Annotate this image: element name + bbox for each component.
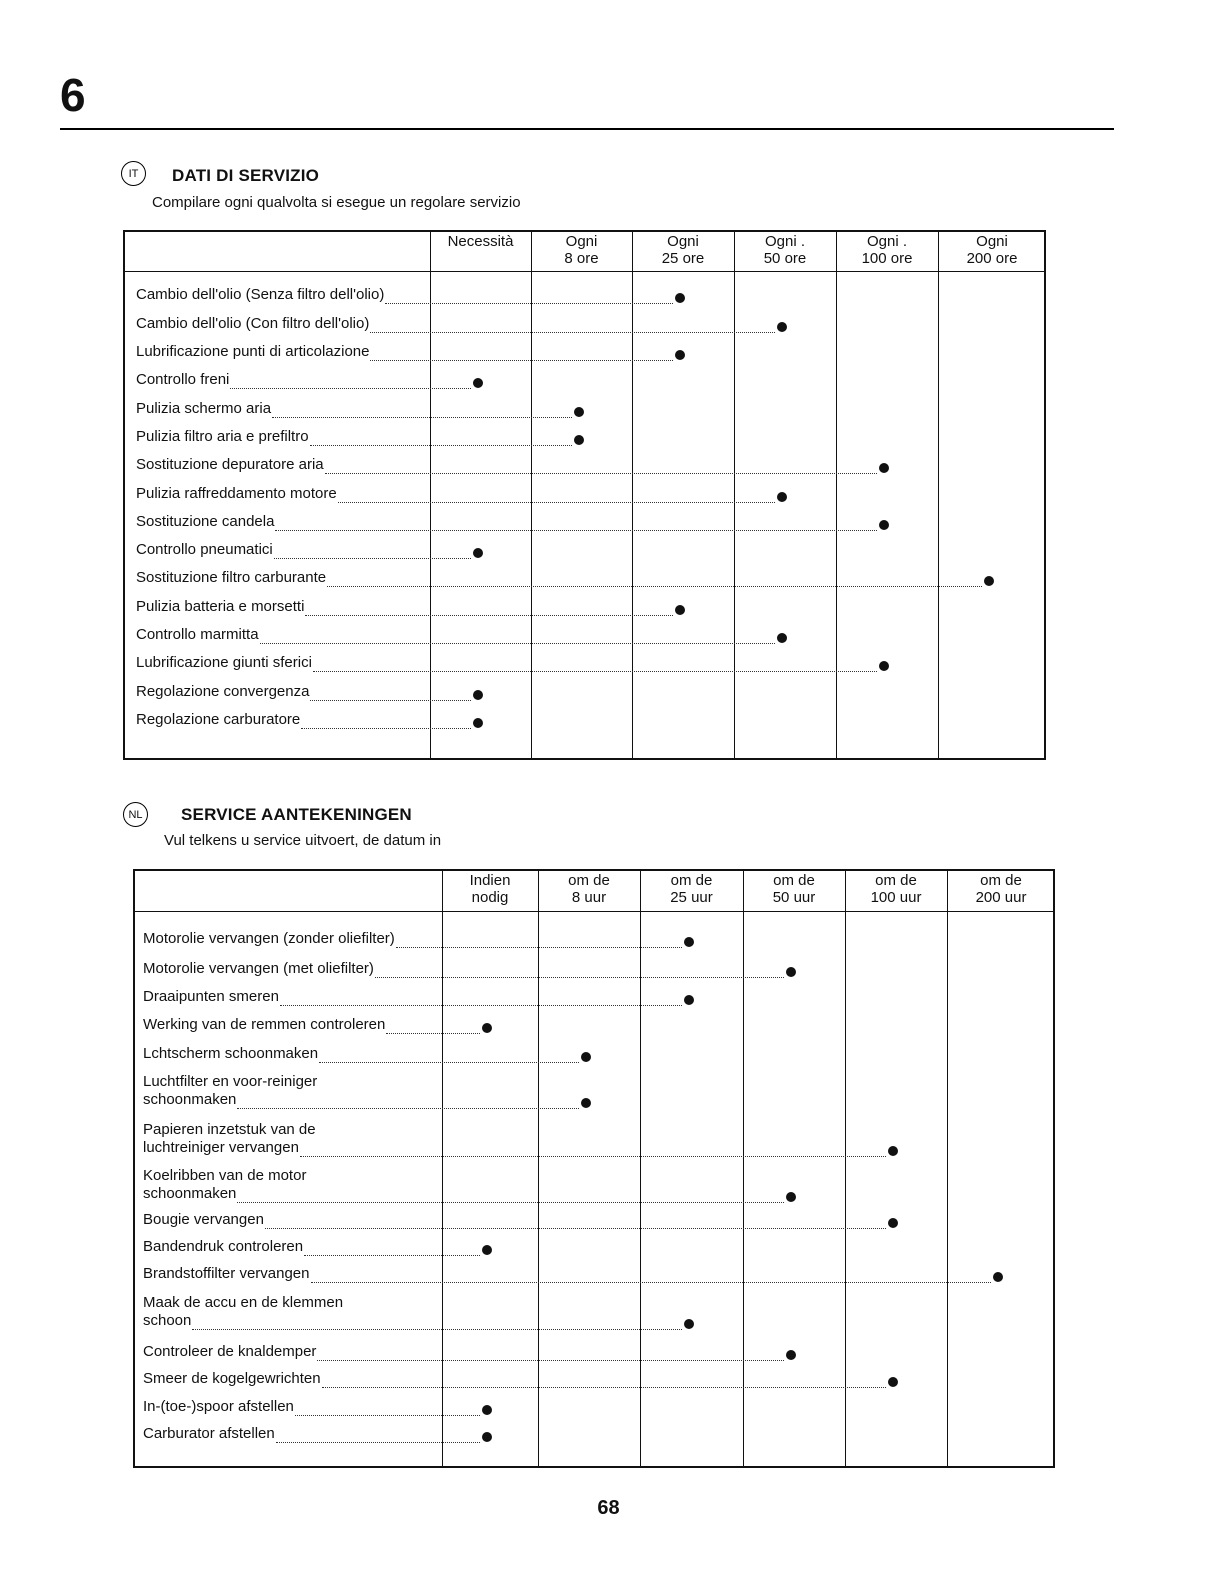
column-header-line: Ogni: [667, 233, 699, 250]
column-header-line: om de: [875, 872, 917, 889]
column-header-line: Ogni .: [764, 233, 806, 250]
task-label: Draaipunten smeren: [143, 988, 279, 1005]
column-divider: [531, 230, 532, 760]
column-divider: [640, 869, 641, 1468]
leader-dots: [396, 947, 682, 948]
leader-dots: [295, 1415, 480, 1416]
interval-mark: [888, 1218, 898, 1228]
task-label: Smeer de kogelgewrichten: [143, 1370, 321, 1387]
column-divider: [836, 230, 837, 760]
column-header-line: 200 ore: [966, 250, 1018, 267]
task-label: luchtreiniger vervangen: [143, 1139, 299, 1156]
section-title: DATI DI SERVIZIO: [172, 166, 320, 185]
column-header: [538, 872, 640, 910]
leader-dots: [338, 502, 775, 503]
interval-mark: [684, 937, 694, 947]
task-label: Brandstoffilter vervangen: [143, 1265, 310, 1282]
column-header-line: 100 uur: [870, 889, 922, 906]
column-header: [734, 233, 836, 270]
column-header-line: 50 ore: [763, 250, 807, 267]
column-header: [430, 233, 531, 270]
leader-dots: [375, 977, 784, 978]
column-header-line: Ogni: [565, 233, 598, 250]
interval-mark: [888, 1377, 898, 1387]
task-label: Controllo pneumatici: [136, 541, 273, 558]
column-header-line: 200 uur: [975, 889, 1027, 906]
task-label: Motorolie vervangen (zonder oliefilter): [143, 930, 395, 947]
language-badge: NL: [123, 802, 148, 827]
task-label: Bandendruk controleren: [143, 1238, 304, 1255]
leader-dots: [237, 1108, 579, 1109]
task-label: schoonmaken: [143, 1185, 237, 1202]
leader-dots: [300, 1156, 886, 1157]
task-label: Bougie vervangen: [143, 1211, 264, 1228]
column-header-line: om de: [980, 872, 1022, 889]
section-subtitle: Vul telkens u service uitvoert, de datum in: [164, 832, 442, 849]
column-header: [743, 872, 845, 910]
leader-dots: [265, 1228, 886, 1229]
column-header: [938, 233, 1046, 270]
interval-mark: [574, 435, 584, 445]
leader-dots: [325, 473, 877, 474]
column-header-line: nodig: [471, 889, 509, 906]
column-divider: [442, 869, 443, 1468]
column-header: [640, 872, 743, 910]
column-divider: [938, 230, 939, 760]
interval-mark: [879, 463, 889, 473]
header-divider: [133, 911, 1055, 912]
leader-dots: [313, 671, 877, 672]
task-label: Papieren inzetstuk van de: [143, 1121, 316, 1138]
interval-mark: [777, 633, 787, 643]
interval-mark: [482, 1405, 492, 1415]
interval-mark: [473, 718, 483, 728]
interval-mark: [482, 1245, 492, 1255]
interval-mark: [993, 1272, 1003, 1282]
leader-dots: [319, 1062, 579, 1063]
task-label: Regolazione carburatore: [136, 711, 301, 728]
task-label: Koelribben van de motor: [143, 1167, 307, 1184]
leader-dots: [311, 1282, 991, 1283]
interval-mark: [786, 1192, 796, 1202]
leader-dots: [310, 445, 572, 446]
leader-dots: [276, 1442, 480, 1443]
leader-dots: [386, 1033, 480, 1034]
header-divider: [123, 271, 1046, 272]
interval-mark: [482, 1023, 492, 1033]
column-header-line: om de: [568, 872, 610, 889]
leader-dots: [327, 586, 982, 587]
leader-dots: [301, 728, 471, 729]
column-divider: [632, 230, 633, 760]
column-header: [442, 872, 538, 910]
task-label: In-(toe-)spoor afstellen: [143, 1398, 294, 1415]
task-label: Controllo marmitta: [136, 626, 259, 643]
task-label: Pulizia schermo aria: [136, 400, 272, 417]
interval-mark: [574, 407, 584, 417]
leader-dots: [192, 1329, 682, 1330]
column-header-line: Ogni: [976, 233, 1008, 250]
column-divider: [845, 869, 846, 1468]
column-header-line: om de: [773, 872, 815, 889]
leader-dots: [310, 700, 471, 701]
leader-dots: [274, 558, 471, 559]
interval-mark: [684, 995, 694, 1005]
interval-mark: [786, 1350, 796, 1360]
task-label: Pulizia raffreddamento motore: [136, 485, 337, 502]
chapter-divider: [60, 128, 1114, 130]
task-label: Sostituzione depuratore aria: [136, 456, 324, 473]
task-label: Pulizia filtro aria e prefiltro: [136, 428, 309, 445]
column-divider: [538, 869, 539, 1468]
leader-dots: [305, 615, 673, 616]
interval-mark: [777, 322, 787, 332]
interval-mark: [482, 1432, 492, 1442]
language-badge: IT: [121, 161, 146, 186]
interval-mark: [473, 548, 483, 558]
leader-dots: [230, 388, 471, 389]
task-label: Pulizia batteria e morsetti: [136, 598, 305, 615]
leader-dots: [275, 530, 877, 531]
task-label: Cambio dell'olio (Con filtro dell'olio): [136, 315, 370, 332]
leader-dots: [370, 360, 673, 361]
task-label: Sostituzione filtro carburante: [136, 569, 327, 586]
leader-dots: [370, 332, 775, 333]
task-label: Lchtscherm schoonmaken: [143, 1045, 319, 1062]
task-label: Motorolie vervangen (met oliefilter): [143, 960, 374, 977]
column-header-line: 50 uur: [772, 889, 816, 906]
interval-mark: [879, 520, 889, 530]
column-divider: [743, 869, 744, 1468]
interval-mark: [777, 492, 787, 502]
column-header-line: 100 ore: [861, 250, 913, 267]
column-header-line: 25 uur: [670, 889, 713, 906]
column-divider: [734, 230, 735, 760]
column-header: [947, 872, 1055, 910]
task-label: Werking van de remmen controleren: [143, 1016, 386, 1033]
interval-mark: [581, 1052, 591, 1062]
leader-dots: [272, 417, 572, 418]
interval-mark: [888, 1146, 898, 1156]
task-label: Regolazione convergenza: [136, 683, 310, 700]
chapter-number: 6: [60, 69, 86, 121]
task-label: Controllo freni: [136, 371, 230, 388]
section-title: SERVICE AANTEKENINGEN: [181, 805, 412, 824]
task-label: Lubrificazione punti di articolazione: [136, 343, 370, 360]
interval-mark: [581, 1098, 591, 1108]
interval-mark: [786, 967, 796, 977]
interval-mark: [473, 378, 483, 388]
interval-mark: [684, 1319, 694, 1329]
task-label: Sostituzione candela: [136, 513, 275, 530]
column-divider: [947, 869, 948, 1468]
column-header: [836, 233, 938, 270]
interval-mark: [879, 661, 889, 671]
page-number: 68: [597, 1497, 620, 1519]
interval-mark: [984, 576, 994, 586]
interval-mark: [675, 605, 685, 615]
interval-mark: [675, 350, 685, 360]
column-header-line: Ogni .: [866, 233, 908, 250]
task-label: Carburator afstellen: [143, 1425, 275, 1442]
interval-mark: [473, 690, 483, 700]
task-label: schoon: [143, 1312, 192, 1329]
task-label: Luchtfilter en voor-reiniger: [143, 1073, 318, 1090]
leader-dots: [237, 1202, 784, 1203]
leader-dots: [260, 643, 775, 644]
column-header-line: Necessità: [447, 233, 514, 250]
column-header-line: 8 uur: [571, 889, 607, 906]
leader-dots: [317, 1360, 784, 1361]
leader-dots: [322, 1387, 886, 1388]
column-header: [531, 233, 632, 270]
task-label: Controleer de knaldemper: [143, 1343, 317, 1360]
task-label: Lubrificazione giunti sferici: [136, 654, 312, 671]
task-label: Cambio dell'olio (Senza filtro dell'olio): [136, 286, 385, 303]
column-divider: [430, 230, 431, 760]
column-header: [845, 872, 947, 910]
section-subtitle: Compilare ogni qualvolta si esegue un regolare servizio: [152, 194, 521, 211]
task-label: Maak de accu en de klemmen: [143, 1294, 344, 1311]
leader-dots: [280, 1005, 682, 1006]
leader-dots: [304, 1255, 480, 1256]
column-header-line: 8 ore: [564, 250, 599, 267]
interval-mark: [675, 293, 685, 303]
column-header-line: om de: [670, 872, 713, 889]
column-header-line: Indien: [469, 872, 511, 889]
task-label: schoonmaken: [143, 1091, 237, 1108]
leader-dots: [385, 303, 673, 304]
column-header-line: 25 ore: [661, 250, 705, 267]
column-header: [632, 233, 734, 270]
